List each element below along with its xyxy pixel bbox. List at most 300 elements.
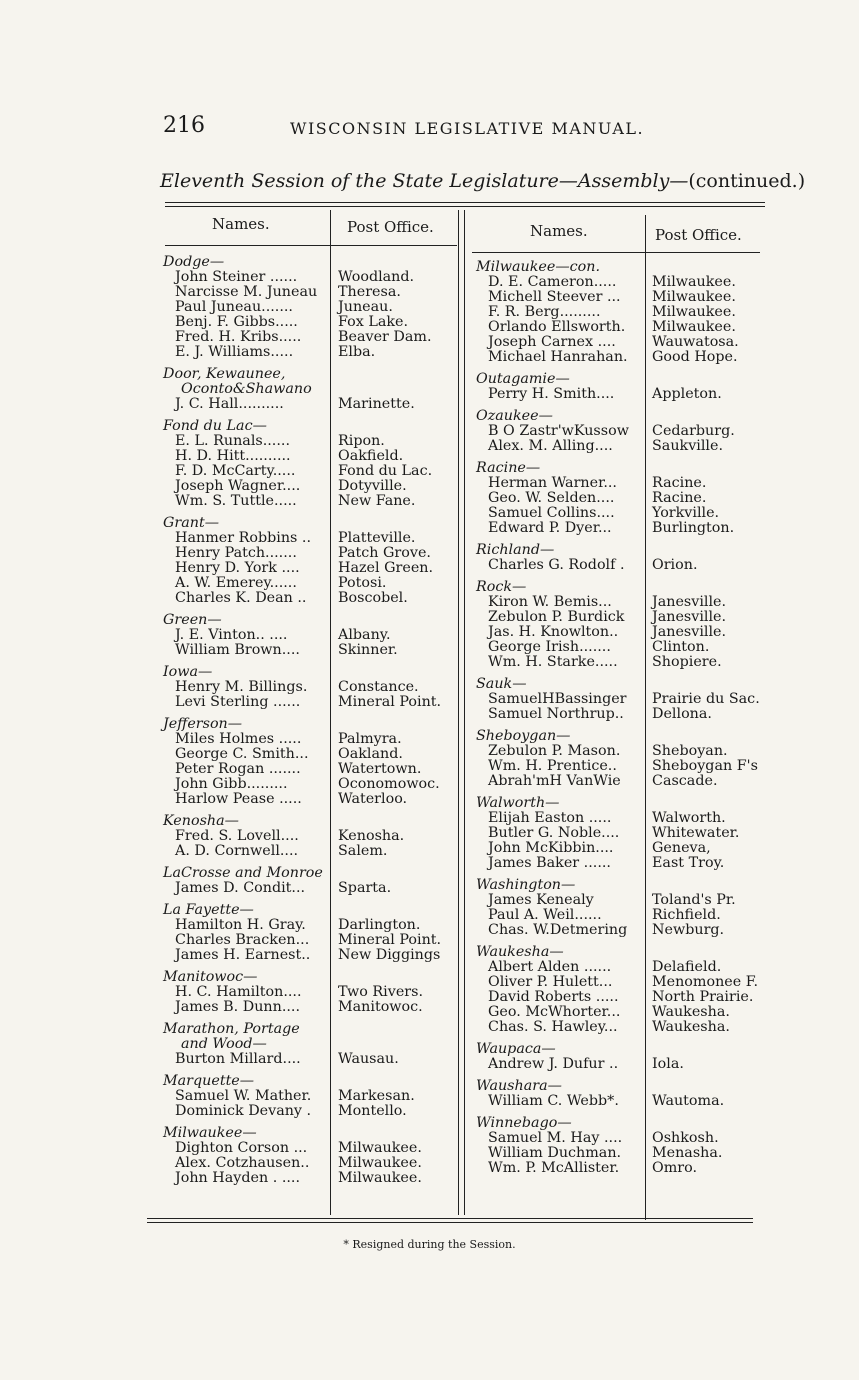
right-names-heading: Names.	[530, 222, 588, 240]
member-row	[476, 506, 776, 521]
member-row	[476, 744, 776, 759]
post-office: Whitewater.	[652, 825, 740, 841]
post-office: Wautoma.	[652, 1093, 725, 1109]
member-row	[163, 1052, 458, 1067]
post-office: Cascade.	[652, 773, 718, 789]
member-row	[476, 595, 776, 610]
member-name: Samuel M. Hay ....	[488, 1130, 623, 1146]
center-divider-b	[464, 210, 465, 1215]
post-office: Walworth.	[652, 810, 726, 826]
member-row	[163, 747, 458, 762]
member-name: William Brown....	[175, 642, 300, 658]
member-row	[476, 491, 776, 506]
member-row	[163, 933, 458, 948]
county-heading	[476, 1079, 776, 1094]
member-name: Abrah'mH VanWie	[488, 773, 621, 789]
member-row	[476, 558, 776, 573]
member-row	[476, 290, 776, 305]
member-name: Chas. S. Hawley...	[488, 1019, 618, 1035]
member-row	[163, 1171, 458, 1186]
post-office: Racine.	[652, 475, 707, 491]
post-office: Waukesha.	[652, 1004, 730, 1020]
member-row	[476, 640, 776, 655]
member-row	[476, 1057, 776, 1072]
member-row	[163, 270, 458, 285]
post-office: Beaver Dam.	[338, 329, 432, 345]
member-row	[163, 1104, 458, 1119]
member-name: William C. Webb*.	[488, 1093, 619, 1109]
member-row	[163, 1141, 458, 1156]
post-office: Potosi.	[338, 575, 387, 591]
post-office: Sparta.	[338, 880, 392, 896]
member-name: Samuel W. Mather.	[175, 1088, 312, 1104]
member-name: James B. Dunn....	[175, 999, 301, 1015]
post-office: Oakfield.	[338, 448, 404, 464]
post-office: Oconomowoc.	[338, 776, 440, 792]
top-rule	[165, 202, 765, 203]
post-office: Marinette.	[338, 396, 415, 412]
top-rule-2	[165, 206, 765, 207]
member-name: Michell Steever ...	[488, 289, 621, 305]
member-row	[163, 345, 458, 360]
county-heading	[163, 1126, 458, 1141]
member-name: Zebulon P. Mason.	[488, 743, 621, 759]
bottom-rule	[147, 1218, 753, 1219]
member-name: Alex. M. Alling....	[488, 438, 613, 454]
county-heading-line: La Fayette—	[163, 902, 254, 918]
post-office: Watertown.	[338, 761, 422, 777]
member-name: John Hayden . ....	[175, 1170, 301, 1186]
post-office: Mineral Point.	[338, 694, 442, 710]
post-office: Manitowoc.	[338, 999, 423, 1015]
post-office: Dotyville.	[338, 478, 407, 494]
post-office: Cedarburg.	[652, 423, 735, 439]
member-name: Joseph Wagner....	[175, 478, 301, 494]
post-office: Sheboygan F's	[652, 758, 758, 774]
member-row	[476, 856, 776, 871]
member-name: J. C. Hall..........	[175, 396, 284, 412]
member-row	[476, 476, 776, 491]
member-name: George C. Smith...	[175, 746, 309, 762]
member-row	[476, 1020, 776, 1035]
member-name: Dighton Corson ...	[175, 1140, 308, 1156]
post-office: New Fane.	[338, 493, 416, 509]
post-office: Wausau.	[338, 1051, 399, 1067]
member-name: Albert Alden ......	[488, 959, 612, 975]
member-row	[476, 1005, 776, 1020]
member-name: Hanmer Robbins ..	[175, 530, 312, 546]
post-office: Janesville.	[652, 624, 727, 640]
post-office: Salem.	[338, 843, 388, 859]
member-name: James Baker ......	[488, 855, 611, 871]
county-heading	[163, 1074, 458, 1089]
member-row	[476, 521, 776, 536]
member-row	[163, 397, 458, 412]
member-name: Chas. W.Detmering	[488, 922, 628, 938]
post-office: Sheboyan.	[652, 743, 728, 759]
post-office: Waterloo.	[338, 791, 408, 807]
member-row	[163, 315, 458, 330]
county-heading	[163, 903, 458, 918]
county-heading	[476, 409, 776, 424]
member-name: Charles K. Dean ..	[175, 590, 307, 606]
member-row	[163, 494, 458, 509]
bottom-rule-2	[147, 1222, 753, 1223]
post-office: Ripon.	[338, 433, 385, 449]
member-name: Alex. Cotzhausen..	[175, 1155, 310, 1171]
member-name: George Irish.......	[488, 639, 611, 655]
member-name: Orlando Ellsworth.	[488, 319, 626, 335]
county-heading-line: and Wood—	[181, 1036, 267, 1052]
member-name: Fred. S. Lovell....	[175, 828, 299, 844]
member-name: Herman Warner...	[488, 475, 617, 491]
county-heading	[476, 580, 776, 595]
county-heading	[163, 717, 458, 732]
member-row	[476, 350, 776, 365]
member-row	[476, 625, 776, 640]
post-office: Shopiere.	[652, 654, 722, 670]
post-office: Oakland.	[338, 746, 403, 762]
table-subtitle	[160, 170, 805, 192]
county-heading-line: Washington—	[476, 877, 576, 893]
county-heading-line: Racine—	[476, 460, 541, 476]
member-name: John Gibb.........	[175, 776, 288, 792]
member-name: Edward P. Dyer...	[488, 520, 612, 536]
member-name: Geo. McWhorter...	[488, 1004, 621, 1020]
post-office: Palmyra.	[338, 731, 402, 747]
county-heading-line: Kenosha—	[163, 813, 239, 829]
county-heading-line: Marathon, Portage	[163, 1021, 300, 1037]
post-office: Woodland.	[338, 269, 415, 285]
county-heading-line: Milwaukee—	[163, 1125, 257, 1141]
member-name: Geo. W. Selden....	[488, 490, 615, 506]
page-header	[0, 113, 859, 143]
member-name: Kiron W. Bemis...	[488, 594, 612, 610]
member-row	[476, 320, 776, 335]
right-member-list	[476, 260, 776, 1176]
county-heading-line: LaCrosse and Monroe	[163, 865, 323, 881]
post-office: Delafield.	[652, 959, 722, 975]
member-row	[163, 1089, 458, 1104]
right-post-office-heading: Post Office.	[655, 226, 742, 244]
member-row	[163, 732, 458, 747]
center-divider-a	[458, 210, 459, 1215]
county-heading-line: Green—	[163, 612, 222, 628]
member-row	[163, 285, 458, 300]
subtitle-continued: (continued.)	[688, 170, 806, 192]
member-row	[476, 1146, 776, 1161]
member-row	[163, 576, 458, 591]
county-heading-line: Walworth—	[476, 795, 560, 811]
member-name: Fred. H. Kribs.....	[175, 329, 302, 345]
member-name: James D. Condit...	[175, 880, 306, 896]
member-row	[476, 990, 776, 1005]
member-name: Wm. H. Prentice..	[488, 758, 617, 774]
post-office: Oshkosh.	[652, 1130, 719, 1146]
member-name: Andrew J. Dufur ..	[488, 1056, 619, 1072]
member-row	[163, 300, 458, 315]
member-name: Joseph Carnex ....	[488, 334, 616, 350]
post-office: Toland's Pr.	[652, 892, 736, 908]
member-row	[476, 759, 776, 774]
member-row	[163, 695, 458, 710]
county-heading-line: Iowa—	[163, 664, 213, 680]
county-heading-line: Grant—	[163, 515, 220, 531]
member-row	[476, 387, 776, 402]
member-row	[476, 841, 776, 856]
post-office: Fond du Lac.	[338, 463, 433, 479]
footnote: * Resigned during the Session.	[343, 1238, 516, 1251]
running-title: WISCONSIN LEGISLATIVE MANUAL.	[290, 119, 645, 138]
member-name: Benj. F. Gibbs.....	[175, 314, 298, 330]
county-heading-line: Fond du Lac—	[163, 418, 267, 434]
county-heading-line: Sheboygan—	[476, 728, 571, 744]
member-row	[163, 1000, 458, 1015]
county-heading	[476, 796, 776, 811]
post-office: Menasha.	[652, 1145, 723, 1161]
member-name: E. J. Williams.....	[175, 344, 294, 360]
county-heading	[163, 814, 458, 829]
post-office: Milwaukee.	[338, 1155, 422, 1171]
county-heading	[163, 516, 458, 531]
county-heading-line: Marquette—	[163, 1073, 255, 1089]
member-name: SamuelHBassinger	[488, 691, 627, 707]
member-name: B O Zastr'wKussow	[488, 423, 629, 439]
post-office: Milwaukee.	[652, 304, 736, 320]
post-office: Albany.	[338, 627, 391, 643]
member-row	[476, 975, 776, 990]
member-name: H. C. Hamilton....	[175, 984, 302, 1000]
member-name: E. L. Runals......	[175, 433, 290, 449]
member-row	[476, 335, 776, 350]
member-name: John McKibbin....	[488, 840, 614, 856]
member-name: Hamilton H. Gray.	[175, 917, 306, 933]
post-office: Kenosha.	[338, 828, 405, 844]
county-heading	[476, 260, 776, 275]
county-heading	[163, 255, 458, 270]
member-row	[163, 985, 458, 1000]
post-office: Patch Grove.	[338, 545, 431, 561]
county-heading-line: Rock—	[476, 579, 527, 595]
member-row	[163, 546, 458, 561]
post-office: Two Rivers.	[338, 984, 424, 1000]
member-row	[476, 707, 776, 722]
post-office: Iola.	[652, 1056, 684, 1072]
member-row	[476, 692, 776, 707]
county-heading-line: Waupaca—	[476, 1041, 556, 1057]
member-name: F. R. Berg.........	[488, 304, 601, 320]
post-office: Mineral Point.	[338, 932, 442, 948]
member-name: Wm. P. McAllister.	[488, 1160, 620, 1176]
member-row	[476, 908, 776, 923]
member-name: Charles Bracken...	[175, 932, 310, 948]
county-heading-line: Jefferson—	[163, 716, 243, 732]
left-post-office-heading: Post Office.	[347, 218, 434, 236]
member-name: D. E. Cameron.....	[488, 274, 617, 290]
post-office: Menomonee F.	[652, 974, 758, 990]
post-office: Markesan.	[338, 1088, 415, 1104]
member-name: Samuel Collins....	[488, 505, 615, 521]
post-office: Constance.	[338, 679, 419, 695]
post-office: Darlington.	[338, 917, 421, 933]
post-office: Racine.	[652, 490, 707, 506]
member-row	[163, 844, 458, 859]
member-name: Burton Millard....	[175, 1051, 301, 1067]
post-office: Wauwatosa.	[652, 334, 739, 350]
county-heading-line: Winnebago—	[476, 1115, 572, 1131]
left-member-list	[163, 255, 458, 1186]
member-name: Zebulon P. Burdick	[488, 609, 625, 625]
county-heading	[476, 677, 776, 692]
member-row	[163, 479, 458, 494]
member-name: Wm. H. Starke.....	[488, 654, 618, 670]
county-heading-line: Waukesha—	[476, 944, 564, 960]
post-office: Richfield.	[652, 907, 721, 923]
member-name: Jas. H. Knowlton..	[488, 624, 619, 640]
member-row	[476, 1131, 776, 1146]
member-row	[476, 1161, 776, 1176]
member-row	[163, 777, 458, 792]
member-row	[476, 923, 776, 938]
county-heading-line: Dodge—	[163, 254, 225, 270]
member-name: Butler G. Noble....	[488, 825, 620, 841]
post-office: Milwaukee.	[338, 1140, 422, 1156]
county-heading	[163, 970, 458, 985]
member-row	[163, 561, 458, 576]
post-office: Geneva,	[652, 840, 711, 856]
page-number: 216	[163, 113, 205, 138]
post-office: Boscobel.	[338, 590, 408, 606]
member-name: Michael Hanrahan.	[488, 349, 628, 365]
county-heading	[476, 945, 776, 960]
post-office: New Diggings	[338, 947, 441, 963]
member-name: Oliver P. Hulett...	[488, 974, 613, 990]
county-heading-line: Door, Kewaunee,	[163, 366, 286, 382]
member-row	[163, 918, 458, 933]
county-heading-line: Sauk—	[476, 676, 527, 692]
member-row	[163, 792, 458, 807]
post-office: Janesville.	[652, 594, 727, 610]
county-heading-line: Outagamie—	[476, 371, 570, 387]
post-office: Newburg.	[652, 922, 725, 938]
post-office: Theresa.	[338, 284, 401, 300]
post-office: Good Hope.	[652, 349, 738, 365]
county-heading	[476, 461, 776, 476]
member-name: Miles Holmes .....	[175, 731, 302, 747]
post-office: Yorkville.	[652, 505, 720, 521]
member-name: Paul Juneau.......	[175, 299, 293, 315]
member-row	[163, 1156, 458, 1171]
post-office: Montello.	[338, 1103, 407, 1119]
member-name: John Steiner ......	[175, 269, 298, 285]
county-heading	[163, 419, 458, 434]
post-office: Milwaukee.	[652, 319, 736, 335]
county-heading	[476, 729, 776, 744]
post-office: North Prairie.	[652, 989, 754, 1005]
member-row	[163, 948, 458, 963]
county-heading-line: Ozaukee—	[476, 408, 553, 424]
member-row	[163, 628, 458, 643]
member-row	[163, 762, 458, 777]
left-header-rule	[165, 245, 457, 246]
member-row	[163, 531, 458, 546]
member-row	[163, 330, 458, 345]
post-office: Platteville.	[338, 530, 416, 546]
post-office: Skinner.	[338, 642, 398, 658]
member-row	[476, 655, 776, 670]
post-office: East Troy.	[652, 855, 725, 871]
county-heading-line: Richland—	[476, 542, 555, 558]
post-office: Juneau.	[338, 299, 393, 315]
member-name: James Kenealy	[488, 892, 594, 908]
member-row	[476, 305, 776, 320]
member-row	[476, 275, 776, 290]
county-heading-line: Manitowoc—	[163, 969, 258, 985]
post-office: Fox Lake.	[338, 314, 409, 330]
member-row	[476, 424, 776, 439]
member-row	[476, 826, 776, 841]
county-heading	[163, 1022, 458, 1052]
county-heading-line: Oconto&Shawano	[181, 381, 312, 397]
member-name: F. D. McCarty.....	[175, 463, 296, 479]
member-row	[163, 881, 458, 896]
county-heading	[163, 665, 458, 680]
member-name: Narcisse M. Juneau	[175, 284, 318, 300]
member-name: Henry D. York ....	[175, 560, 300, 576]
county-heading	[476, 1042, 776, 1057]
right-header-rule	[472, 252, 760, 253]
member-row	[163, 829, 458, 844]
county-heading	[476, 878, 776, 893]
county-heading	[163, 613, 458, 628]
county-heading-line: Waushara—	[476, 1078, 562, 1094]
member-name: H. D. Hitt..........	[175, 448, 291, 464]
county-heading	[476, 372, 776, 387]
post-office: Milwaukee.	[652, 289, 736, 305]
member-name: Harlow Pease .....	[175, 791, 302, 807]
member-name: Charles G. Rodolf .	[488, 557, 625, 573]
member-row	[476, 960, 776, 975]
post-office: Janesville.	[652, 609, 727, 625]
member-name: William Duchman.	[488, 1145, 622, 1161]
member-name: David Roberts .....	[488, 989, 619, 1005]
member-name: J. E. Vinton.. ....	[175, 627, 288, 643]
county-heading	[163, 367, 458, 397]
member-row	[163, 680, 458, 695]
member-row	[476, 774, 776, 789]
member-row	[476, 1094, 776, 1109]
member-name: Paul A. Weil......	[488, 907, 602, 923]
left-names-heading: Names.	[212, 215, 270, 233]
member-row	[476, 439, 776, 454]
member-name: Wm. S. Tuttle.....	[175, 493, 297, 509]
subtitle-italic: Eleventh Session of the State Legislature—Assembly—	[160, 170, 689, 192]
member-name: A. W. Emerey......	[175, 575, 297, 591]
post-office: Hazel Green.	[338, 560, 434, 576]
post-office: Appleton.	[652, 386, 722, 402]
member-row	[163, 449, 458, 464]
member-name: Peter Rogan .......	[175, 761, 301, 777]
post-office: Milwaukee.	[652, 274, 736, 290]
member-row	[476, 811, 776, 826]
member-row	[163, 464, 458, 479]
member-name: Henry Patch.......	[175, 545, 297, 561]
member-row	[476, 893, 776, 908]
member-name: Levi Sterling ......	[175, 694, 301, 710]
member-row	[163, 643, 458, 658]
post-office: Waukesha.	[652, 1019, 730, 1035]
post-office: Burlington.	[652, 520, 735, 536]
